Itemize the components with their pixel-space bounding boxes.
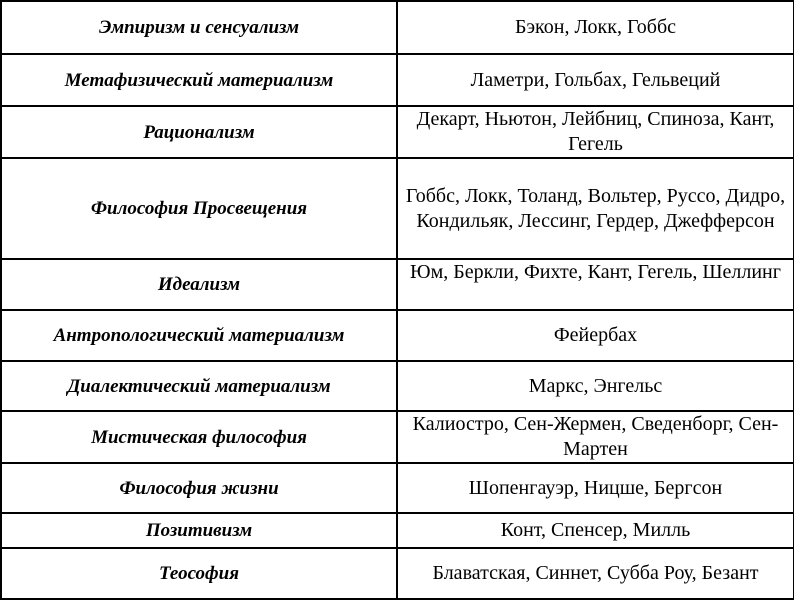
school-cell: Метафизический материализм — [1, 54, 397, 106]
table-body — [1, 1, 794, 599]
philosophers-cell: Конт, Спенсер, Милль — [397, 513, 794, 548]
philosophers-cell: Калиостро, Сен-Жермен, Сведенборг, Сен-Мартен — [397, 411, 794, 463]
table-row — [1, 54, 794, 106]
table-row — [1, 158, 794, 259]
school-cell: Антропологический материализм — [1, 310, 397, 361]
table-row — [1, 361, 794, 411]
table-row — [1, 259, 794, 310]
school-cell: Рационализм — [1, 106, 397, 158]
table-row — [1, 411, 794, 463]
philosophers-cell: Фейербах — [397, 310, 794, 361]
school-cell: Философия жизни — [1, 463, 397, 513]
table-row — [1, 513, 794, 548]
school-cell: Мистическая философия — [1, 411, 397, 463]
philosophers-cell: Ламетри, Гольбах, Гельвеций — [397, 54, 794, 106]
school-cell: Диалектический материализм — [1, 361, 397, 411]
school-cell: Идеализм — [1, 259, 397, 310]
table-row — [1, 106, 794, 158]
school-cell: Эмпиризм и сенсуализм — [1, 1, 397, 54]
philosophers-cell: Бэкон, Локк, Гоббс — [397, 1, 794, 54]
philosophers-cell: Гоббс, Локк, Толанд, Вольтер, Руссо, Дидро, Кондильяк, Лессинг, Гердер, Джефферсон — [397, 158, 794, 259]
school-cell: Позитивизм — [1, 513, 397, 548]
philosophers-cell: Блаватская, Синнет, Субба Роу, Безант — [397, 548, 794, 599]
school-cell: Философия Просвещения — [1, 158, 397, 259]
table-row — [1, 310, 794, 361]
table-row — [1, 548, 794, 599]
school-cell: Теософия — [1, 548, 397, 599]
philosophers-cell: Декарт, Ньютон, Лейбниц, Спиноза, Кант, Гегель — [397, 106, 794, 158]
table-row — [1, 1, 794, 54]
philosophers-cell: Маркс, Энгельс — [397, 361, 794, 411]
philosophers-cell: Юм, Беркли, Фихте, Кант, Гегель, Шеллинг — [397, 259, 794, 310]
philosophers-cell: Шопенгауэр, Ницше, Бергсон — [397, 463, 794, 513]
table-row — [1, 463, 794, 513]
